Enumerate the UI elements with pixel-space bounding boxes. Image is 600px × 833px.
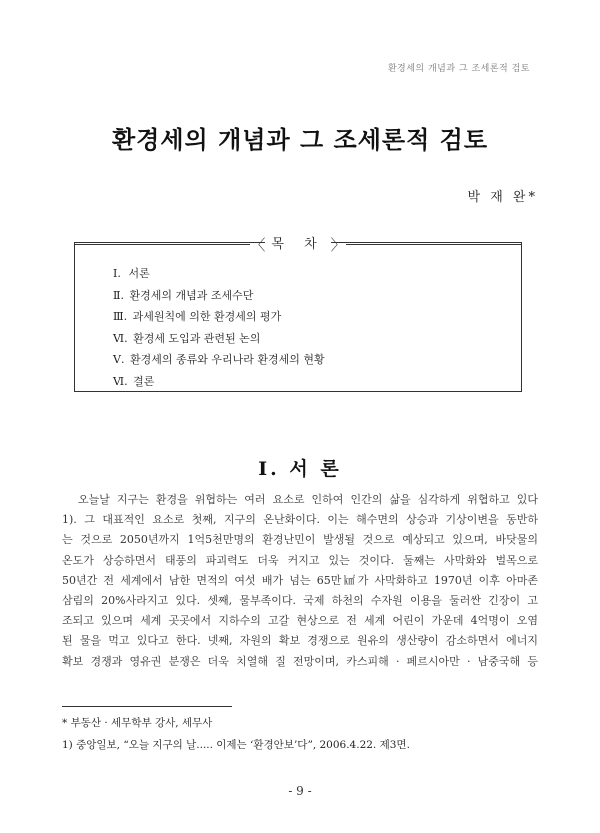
toc-item bbox=[113, 371, 325, 393]
right-angle-bracket-icon: 〉 bbox=[330, 236, 346, 254]
body-line: 된 물을 먹고 있다고 한다. 넷째, 자원의 확보 경쟁으로 원유의 생산량이 감소하면서 에너지 bbox=[62, 634, 538, 648]
toc-list bbox=[113, 263, 325, 392]
body-line: 1). 그 대표적인 요소로 첫째, 지구의 온난화이다. 이는 해수면의 상승과 기상이변을 동반하 bbox=[62, 513, 538, 527]
toc-item-number: Ⅲ. bbox=[113, 310, 128, 323]
body-line: 온도가 상승하면서 태풍의 파괴력도 더욱 커지고 있는 것이다. 둘째는 사막화와 벌목으로 bbox=[62, 553, 538, 567]
section-heading: Ⅰ. 서 론 bbox=[258, 458, 342, 480]
toc-item-number: Ⅱ. bbox=[113, 288, 124, 302]
body-line: 오늘날 지구는 환경을 위협하는 여러 요소로 인하여 인간의 삶을 심각하게 위협하고 있다 bbox=[78, 493, 538, 506]
footnote-author: * 부동산 · 세무학부 강사, 세무사 bbox=[62, 717, 213, 729]
toc-item-label: 과세원칙에 의한 환경세의 평가 bbox=[132, 310, 282, 323]
toc-item-number: Ⅴ. bbox=[113, 353, 125, 366]
toc-item-label: 결론 bbox=[133, 374, 155, 388]
toc-left-rule bbox=[75, 244, 250, 245]
toc-item-number: Ⅵ. bbox=[113, 374, 128, 388]
body-line: 삼림의 20%사라지고 있다. 셋째, 물부족이다. 국제 하천의 수자원 이용을 둘러싼 긴장이 고 bbox=[62, 594, 538, 608]
toc-item-label: 환경세 도입과 관련된 논의 bbox=[133, 331, 261, 345]
toc-item bbox=[113, 285, 325, 307]
toc-item bbox=[113, 349, 325, 371]
body-line: 조되고 있으며 세계 곳곳에서 지하수의 고갈 현상으로 전 세계 어린이 가운데 4억명이 오염 bbox=[62, 614, 538, 628]
toc-header bbox=[75, 234, 521, 255]
toc-item-label: 환경세의 종류와 우리나라 환경세의 현황 bbox=[129, 353, 325, 366]
toc-item bbox=[113, 328, 325, 350]
body-line: 확보 경쟁과 영유권 분쟁은 더욱 치열해 질 전망이며, 카스피해 · 페르시아만 · 남중국해 등 bbox=[62, 654, 538, 668]
toc-right-rule bbox=[346, 244, 521, 245]
left-angle-bracket-icon: 〈 bbox=[250, 236, 266, 254]
author-name: 박 재 완* bbox=[467, 190, 538, 205]
toc-item bbox=[113, 306, 325, 328]
footnote-divider bbox=[62, 706, 232, 707]
footnote-1: 1) 중앙일보, “오늘 지구의 날..... 이제는 ‘환경안보’다”, 2006.4.22. 제3면. bbox=[62, 739, 410, 751]
toc-item bbox=[113, 263, 325, 285]
toc-item-label: 서론 bbox=[128, 267, 150, 280]
toc-item-number: Ⅰ. bbox=[113, 267, 121, 280]
body-line: 는 것으로 2050년까지 1억5천만명의 환경난민이 발생될 것으로 예상되고 있으며, 바닷물의 bbox=[62, 533, 538, 547]
body-paragraph bbox=[62, 490, 538, 672]
page-number: - 9 - bbox=[288, 784, 312, 798]
document-title: 환경세의 개념과 그 조세론적 검토 bbox=[112, 125, 488, 154]
table-of-contents bbox=[74, 236, 522, 392]
running-header: 환경세의 개념과 그 조세론적 검토 bbox=[387, 64, 530, 74]
footnotes bbox=[62, 712, 538, 756]
toc-item-label: 환경세의 개념과 조세수단 bbox=[129, 288, 254, 302]
toc-heading: 목 차 bbox=[265, 236, 330, 254]
body-line: 50년간 전 세계에서 남한 면적의 여섯 배가 넘는 65만㎢가 사막화하고 1970년 이후 아마존 bbox=[62, 573, 538, 587]
toc-item-number: Ⅵ. bbox=[113, 331, 128, 345]
